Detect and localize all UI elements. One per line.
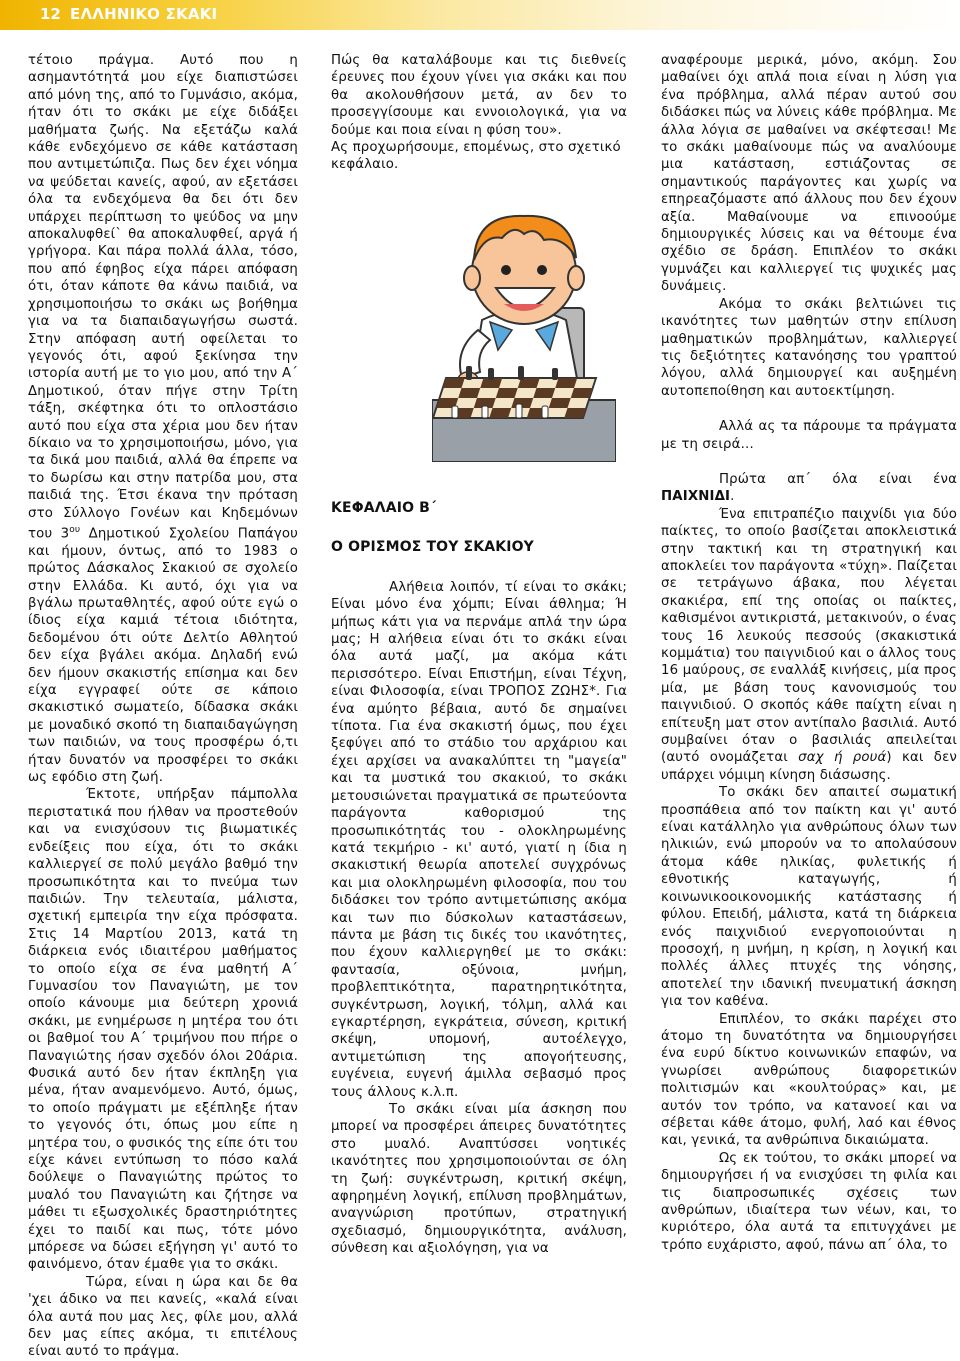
col3-paragraph-5: Ένα επιτραπέζιο παιχνίδι για δύο παίκτες, το οποίο βασίζεται αποκλειστικά στην τακτική και τη στρατηγική και αποκλείει τον παράγοντα «τύχη». Παίζεται σε τετράγωνο άβακα, που λέγεται σκακιέρα, επί της οποίας οι παίκτες, καθισμένοι αντικριστά, μετακινούν, ο ένας τους 16 λευκούς πεσσούς (σκακιστικά κομμάτια) του παιγνιδιού και ο άλλος τους 16 μαύρους, σε εναλλάξ κινήσεις, μία προς μία, με βάση τους κανονισμούς του παιγνιδιού. Ο σκοπός κάθε παίχτη είναι η επίτευξη ματ στον αντίπαλο βασιλιά. Αυτό συμβαίνει όταν ο βασιλιάς απειλείται (αυτό ονομάζεται σαχ ή ρουά) και δεν υπάρχει νόμιμη κίνηση διάσωσης. [661, 506, 958, 783]
col2-paragraph-3: Αλήθεια λοιπόν, τί είναι το σκάκι; Είναι μόνο ένα χόμπι; Είναι άθλημα; Ή μήπως κάτι για να περνάμε απλά την ώρα μας; Η αλήθεια είναι ότι το σκάκι είναι όλα αυτά μαζί, μα ακόμα κάτι περισσότερο. Είναι Επιστήμη, είναι Τέχνη, είναι Φιλοσοφία, είναι ΤΡΟΠΟΣ ΖΩΗΣ*. Για ένα αμύητο βέβαια, αυτό δε σημαίνει τίποτα. Για ένα σκακιστή όμως, που έχει ξεφύγει από το στάδιο του αρχάριου και έχει αρχίσει να ανακαλύπτει τη "μαγεία" και τα μυστικά του σκακιού, το σκάκι μετουσιώνεται πραγματικά σε πρωτεύοντα παράγοντα καθορισμού της προσωπικότητάς του - ολοκληρωμένης κατά τεκμήριο - κι' αυτό, γιατί η ίδια η σκακιστική θεωρία αποτελεί συγχρόνως και μια ολοκληρωμένη φιλοσοφία, που του διδάσκει τον τρόπο αντιμετώπισης ακόμα και των πιο δύσκολων καταστάσεων, πάντα με βάση τις δικές του ικανότητες, που έχουν καλλιεργηθεί με το σκάκι: φαντασία, οξύνοια, μνήμη, προβλεπτικότητα, παρατηρητικότητα, συγκέντρωση, λογική, τόλμη, αλλά και εγκαρτέρηση, εγκράτεια, σύνεση, κριτική σκέψη, υπομονή, αυτοέλεγχο, αντιμετώπιση της απογοήτευσης, ευγένεια, ευγενή άμιλλα σεβασμό προς τους άλλους κ.λ.π. [331, 579, 627, 1100]
col3-paragraph-6: Το σκάκι δεν απαιτεί σωματική προσπάθεια από τον παίκτη και γι' αυτό είναι κατάλληλο για ανθρώπους όλων των ηλικιών, ενώ μπορούν να το απολαύσουν άτομα κάθε ηλικίας, φυλετικής ή εθνοτικής καταγωγής, ή κοινωνικοοικονομικής κατάστασης ή φύλου. Επειδή, μάλιστα, κατά τη διάρκεια ενός παιχνιδιού ενεργοποιούνται η προσοχή, η μνήμη, η κρίση, η λογική και πολλές άλλες πτυχές της νόησης, αποτελεί την ιδανική πνευματική άσκηση για τον καθένα. [661, 785, 957, 1010]
col3-paragraph-1: αναφέρουμε μερικά, μόνο, ακόμη. Σου μαθαίνει όχι απλά ποια είναι η λύση για ένα πρόβλημα, αλλά πέραν αυτού σου διδάσκει πώς να λύνεις κάθε πρόβλημα. Με άλλα λόγια σε μαθαίνει να σκέφτεσαι! Με το σκάκι μαθαίνουμε πώς να αναλύουμε μια κατάσταση, εστιάζοντας σε σημαντικούς παράγοντες και χωρίς να επηρεαζόμαστε από άλλους που δεν έχουν αξία. Μαθαίνουμε να επινοούμε δημιουργικές λύσεις και να θέτουμε ένα σχέδιο σε δράση. Επιπλέον το σκάκι γυμνάζει και καλλιεργεί τις ψυχικές μας δυνάμεις. [661, 53, 957, 295]
column-1 [28, 52, 298, 1361]
chapter-title: Ο ΟΡΙΣΜΟΣ ΤΟΥ ΣΚΑΚΙΟΥ [331, 539, 534, 556]
check-term: σαχ ή ρουά [798, 750, 887, 766]
magazine-title: ΕΛΛΗΝΙΚΟ ΣΚΑΚΙ [70, 5, 218, 23]
header-bar [0, 0, 960, 30]
col3-paragraph-3: Αλλά ας τα πάρουμε τα πράγματα με τη σειρά… [661, 419, 957, 452]
chapter-label: ΚΕΦΑΛΑΙΟ Β΄ [331, 500, 437, 516]
boy-playing-chess-illustration [432, 200, 616, 462]
col2-paragraph-4: Το σκάκι είναι μία άσκηση που μπορεί να προσφέρει άπειρες δυνατότητες στο μυαλό. Αναπτύσσει νοητικές ικανότητες που χρησιμοποιούνται σε όλη τη ζωή: συγκέντρωση, κριτική σκέψη, αφηρημένη λογική, επίλυση προβλημάτων, αναγνώριση προτύπων, στρατηγική σχεδιασμό, δημιουργικότητα, ανάλυση, σύνθεση και αξιολόγηση, για να [331, 1102, 627, 1257]
page-number: 12 [40, 5, 61, 23]
col3-paragraph-8: Ως εκ τούτου, το σκάκι μπορεί να δημιουργήσει ή να ενισχύσει τη φιλία και τις διαπροσωπικές σχέσεις των ανθρώπων, ιδιαίτερα των νέων, και, το κυριότερο, όλα αυτά τα επιτυγχάνει με τρόπο ευχάριστο, αφού, πάνω απ΄ όλα, το [661, 1150, 957, 1253]
col1-paragraph-3: Τώρα, είναι η ώρα και δε θα 'χει άδικο να πει κανείς, «καλά είναι όλα αυτά που μας λες, φίλε μου, αλλά δεν μας είπες ακόμα, τι επιτέλους είναι αυτό το πράγμα. [28, 1274, 298, 1360]
col2-paragraph-1: Πώς θα καταλάβουμε και τις διεθνείς έρευνες που έχουν γίνει για σκάκι και που θα ακολουθήσουν μετά, αν δεν το προσεγγίσουμε και εννοιολογικά, για να δούμε και ποια είναι η φύση του». [331, 53, 627, 138]
column-2-top [331, 52, 627, 174]
col2-paragraph-2: Ας προχωρήσουμε, επομένως, στο σχετικό κεφάλαιο. [331, 140, 621, 173]
superscript: ου [69, 524, 81, 535]
col1-paragraph-1: τέτοιο πράγμα. Αυτό που η ασημαντότητά μου είχε διαπιστώσει από μόνη της, από το Γυμνάσιο, ακόμα, ήταν ότι το σκάκι με είχε διδάξει μαθήματα ζωής. Να εξετάζω καλά κάθε ενδεχόμενο σε κάθε κατάσταση που αντιμετώπιζα. Πως δεν έχει νόημα να ψεύδεται κανείς, αφού, αν εξετάσει όλα τα ενδεχόμενα θα δει ότι δεν υπάρχει περίπτωση το ψεύδος να μην αποκαλυφθεί` θα αποκαλυφθεί, αργά ή γρήγορα. Και πάρα πολλά άλλα, τόσο, που από έφηβος είχα πάρει απόφαση ότι, όταν κάποτε θα κάνω παιδιά, να χρησιμοποιήσω το σκάκι ως βοήθημα για να τα διαπαιδαγωγήσω σωστά. Στην απόφαση αυτή οφείλεται το γεγονός ότι, αφού ξεκίνησα την ιστορία αυτή με το γιο μου, από την Α΄ Δημοτικού, όταν πήγε στην Τρίτη τάξη, σκέφτηκα ότι το οπλοστάσιο αυτό που είχα στα χέρια μου δεν ήταν δίκαιο να το χρησιμοποιήσω, μόνο, για τα δικά μου παιδιά, αλλά θα έπρεπε να το δωρίσω και στην πατρίδα μου, στα παιδιά της. Έτσι έκανα την πρόταση στο Σύλλογο Γονέων και Κηδεμόνων του $3^{o\upsilon}$ Δημοτικού Σχολείου Παπάγου και ήμουν, όντως, από το 1983 ο πρώτος Δάσκαλος Σκακιού σε σχολείο στην Ελλάδα. Κι αυτό, όχι για να βγάλω πρωταθλητές, αφού ούτε εγώ ο ίδιος είχα καμιά τέτοια ιδιότητα, δεδομένου ότι ούτε Δελτίο Αθλητού δεν είχα βγάλει ακόμα. Δηλαδή ενώ δεν ήμουν σκακιστής επίσημα και δεν είχα εγγραφεί ούτε σε κάποιο σκακιστικό σωματείο, δίδασκα σκάκι με μοναδικό σκοπό τη διαπαιδαγώγηση των παιδιών, να τους προσφέρω ό,τι ήταν δυνατόν να προσφέρει το σκάκι ως εφόδιο στη ζωή. [28, 53, 298, 786]
column-3 [661, 52, 957, 1254]
col3-paragraph-4: Πρώτα απ΄ όλα είναι ένα ΠΑΙΧΝΙΔΙ. [661, 471, 957, 505]
game-emphasis: ΠΑΙΧΝΙΔΙ [661, 489, 731, 505]
col3-paragraph-2: Ακόμα το σκάκι βελτιώνει τις ικανότητες των μαθητών στην επίλυση μαθηματικών προβλημάτων, καλλιεργεί τις δεξιότητες κατανόησης του γραπτού λόγου, αλλά δημιουργεί και αυξημένη αυτοπεποίθηση και αυτοεκτίμηση. [661, 296, 957, 399]
col1-paragraph-2: Έκτοτε, υπήρξαν πάμπολλα περιστατικά που ήλθαν να προστεθούν και να ενισχύσουν τις βιωματικές ενδείξεις που είχα, ότι το σκάκι καλλιεργεί σε πολύ μεγάλο βαθμό την προσωπικότητα και το πνεύμα των παιδιών. Την τελευταία, μάλιστα, σχετική εμπειρία την είχα πρόσφατα. Στις 14 Μαρτίου 2013, κατά τη διάρκεια ενός ιδιαιτέρου μαθήματος το οποίο είχα σε ένα μαθητή Α΄ Γυμνασίου τον Παναγιώτη, με τον οποίο κάνουμε μια δεύτερη χρονιά σκάκι, με ενημέρωσε η μητέρα του ότι οι βαθμοί του Α΄ τριμήνου που πήρε ο Παναγιώτης ήσαν σχεδόν όλοι 20άρια. Φυσικά αυτό δεν ήταν έκπληξη για μένα, ήταν αναμενόμενο. Αυτό, όμως, το οποίο πράγματι με εξέπληξε ήταν το γεγονός ότι, όπως μου είπε η μητέρα του, ο φυσικός της είπε ότι του είχε κάνει εντύπωση το πόσο καλά δούλεψε ο Παναγιώτης πρώτος το μυαλό του Παναγιώτη και ζήτησε να μάθει τι εξωσχολικές δραστηριότητες έχει το παιδί και πως, τότε μόνο μπόρεσε να δώσει εξήγηση γι' αυτό το φαινόμενο, όταν έμαθε για το σκάκι. [28, 787, 298, 1273]
col3-paragraph-7: Επιπλέον, το σκάκι παρέχει στο άτομο τη δυνατότητα να δημιουργήσει ένα ευρύ δίκτυο κοινωνικών επαφών, να γνωρίσει ανθρώπους διαφορετικών πολιτισμών και «κουλτούρας» και, με αυτόν τον τρόπο, να κατανοεί και να σέβεται κάθε άτομο, φυλή, λαό και έθνος και, γενικά, τα ανθρώπινα δικαιώματα. [661, 1011, 957, 1149]
column-2-bottom [331, 500, 627, 1258]
